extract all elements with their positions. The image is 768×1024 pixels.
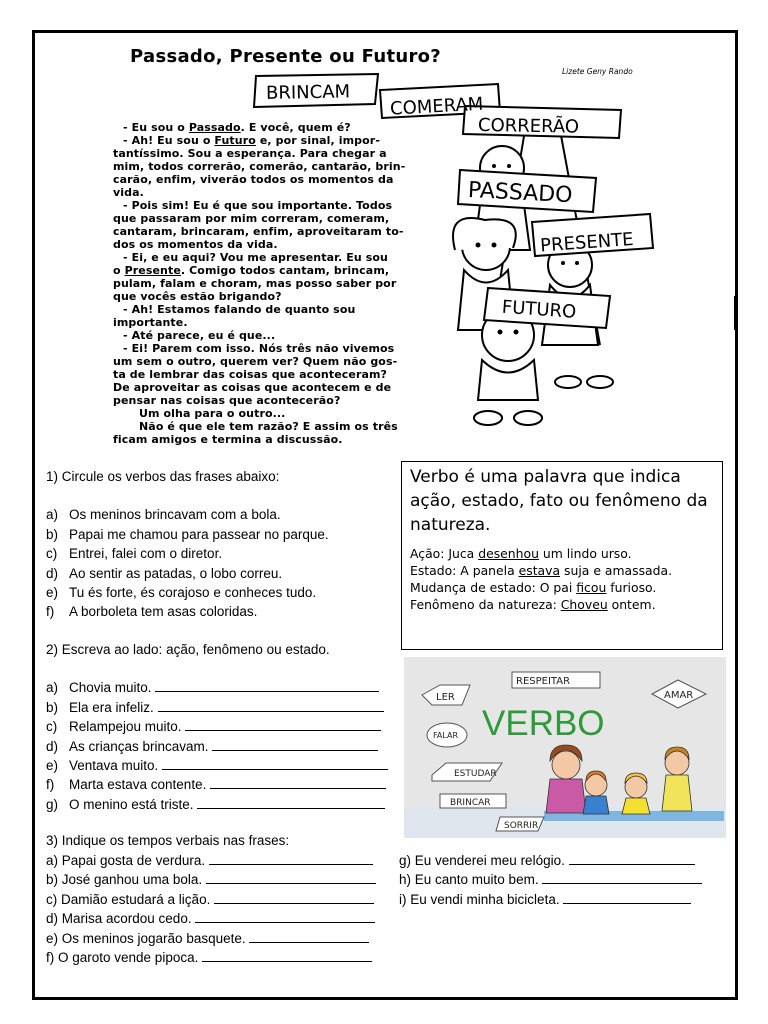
exercise-item: g) O menino está triste. (46, 795, 388, 814)
verbo-illustration (404, 657, 726, 838)
answer-blank[interactable] (209, 851, 373, 865)
sign-brincam: BRINCAM (265, 81, 351, 104)
sign-comeram: COMERAM (389, 93, 484, 120)
exercise-2-heading: 2) Escreva ao lado: ação, fenômeno ou estado. (46, 642, 330, 657)
answer-blank[interactable] (195, 909, 375, 923)
exercise-item: f) Marta estava contente. (46, 775, 388, 794)
verbo-word-respeitar: RESPEITAR (516, 676, 571, 687)
exercise-item: e) Ventava muito. (46, 756, 388, 775)
exercise-item: i) Eu vendi minha bicicleta. (399, 890, 702, 909)
exercise-2 (46, 640, 388, 814)
verbo-word-brincar: BRINCAR (450, 798, 491, 808)
answer-blank[interactable] (212, 737, 378, 751)
exercise-item: f) O garoto vende pipoca. (46, 948, 376, 967)
exercise-item: c) Damião estudará a lição. (46, 890, 376, 909)
page-title: Passado, Presente ou Futuro? (130, 46, 442, 67)
exercise-item: b) Ela era infeliz. (46, 698, 388, 717)
exercise-item: c) Entrei, falei com o diretor. (46, 546, 223, 562)
example-estado: Estado: A panela estava suja e amassada. (410, 563, 673, 578)
sign-correrao: CORRERÃO (477, 114, 580, 138)
answer-blank[interactable] (155, 678, 379, 692)
author-credit: Lizete Geny Rando (562, 67, 633, 76)
sign-passado: PASSADO (467, 177, 574, 209)
verbo-word-amar: AMAR (664, 690, 694, 701)
answer-blank[interactable] (162, 756, 388, 770)
exercise-item: h) Eu canto muito bem. (399, 870, 702, 889)
answer-blank[interactable] (214, 890, 374, 904)
exercise-item: e) Tu és forte, és corajoso e conheces tudo. (46, 585, 317, 601)
answer-blank[interactable] (185, 717, 381, 731)
verb-definition-box (401, 461, 723, 650)
edge-mark (736, 238, 738, 270)
exercise-item: a) Papai gosta de verdura. (46, 851, 376, 870)
example-mudanca: Mudança de estado: O pai ficou furioso. (410, 580, 657, 595)
exercise-item: a) Os meninos brincavam com a bola. (46, 507, 281, 523)
verbo-title: VERBO (482, 704, 605, 743)
definition-heading: Verbo é uma palavra que indica ação, estado, fato ou fenômeno da natureza. (410, 467, 708, 535)
verbo-word-ler: LER (436, 692, 455, 703)
exercise-item: e) Os meninos jogarão basquete. (46, 929, 376, 948)
sign-presente: PRESENTE (539, 228, 635, 257)
exercise-3-right (399, 851, 702, 909)
exercise-item: a) Chovia muito. (46, 678, 388, 697)
example-acao: Ação: Juca desenhou um lindo urso. (410, 546, 632, 561)
answer-blank[interactable] (158, 698, 384, 712)
exercise-1 (46, 467, 329, 622)
example-fenomeno: Fenômeno da natureza: Choveu ontem. (410, 597, 656, 612)
answer-blank[interactable] (210, 775, 386, 789)
answer-blank[interactable] (197, 795, 385, 809)
answer-blank[interactable] (249, 929, 369, 943)
exercise-item: d) Marisa acordou cedo. (46, 909, 376, 928)
exercise-item: b) José ganhou uma bola. (46, 870, 376, 889)
verbo-word-sorrir: SORRIR (504, 821, 539, 831)
verbo-word-falar: FALAR (433, 731, 459, 740)
exercise-3-heading: 3) Indique os tempos verbais nas frases: (46, 833, 290, 848)
exercise-3-heading-wrap (46, 831, 289, 850)
exercise-item: d) Ao sentir as patadas, o lobo correu. (46, 565, 283, 581)
answer-blank[interactable] (542, 870, 702, 884)
story-passage: - Eu sou o Passado. E você, quem é? - Ah! Eu sou o Futuro e, por sinal, impor- tantíssimo. Sou a esperança. Para chegar a mim, todos correrão, comerão, cantarão, brin- carão, enfim, viverão todos os momentos da vida. - Pois sim! Eu é que sou importante. Todos que passaram por mim correram, comeram, cantaram, brincaram, enfim, aproveitaram to- dos os momentos da vida. - Ei, e eu aqui? Vou me apresentar. Eu sou o Presente. Comigo todos cantam, brincam, pulam, falam e choram, mas posso saber por que vocês estão brigando? - Ah! Estamos falando de quanto sou importante. - Até parece, eu é que... - Ei! Parem com isso. Nós três não vivemos um sem o outro, querem ver? Quem não gos- ta de lembrar das coisas que aconteceram? De aproveitar as coisas que acontecem e de pensar nas coisas que acontecerão? Um olha para o outro... Não é que ele tem razão? E assim os três ficam amigos e termina a discussão. (113, 121, 406, 446)
answer-blank[interactable] (202, 948, 372, 962)
verbo-word-estudar: ESTUDAR (454, 769, 497, 779)
sign-futuro: FUTURO (501, 296, 577, 323)
exercise-1-heading: 1) Circule os verbos das frases abaixo: (46, 469, 280, 484)
exercise-item: f) A borboleta tem asas coloridas. (46, 604, 258, 620)
exercise-item: c) Relampejou muito. (46, 717, 388, 736)
exercise-3-left (46, 851, 376, 967)
answer-blank[interactable] (563, 890, 691, 904)
exercise-item: g) Eu venderei meu relógio. (399, 851, 702, 870)
edge-mark (734, 296, 737, 330)
answer-blank[interactable] (569, 851, 695, 865)
answer-blank[interactable] (206, 870, 376, 884)
exercise-item: d) As crianças brincavam. (46, 737, 388, 756)
exercise-item: b) Papai me chamou para passear no parque. (46, 526, 329, 542)
